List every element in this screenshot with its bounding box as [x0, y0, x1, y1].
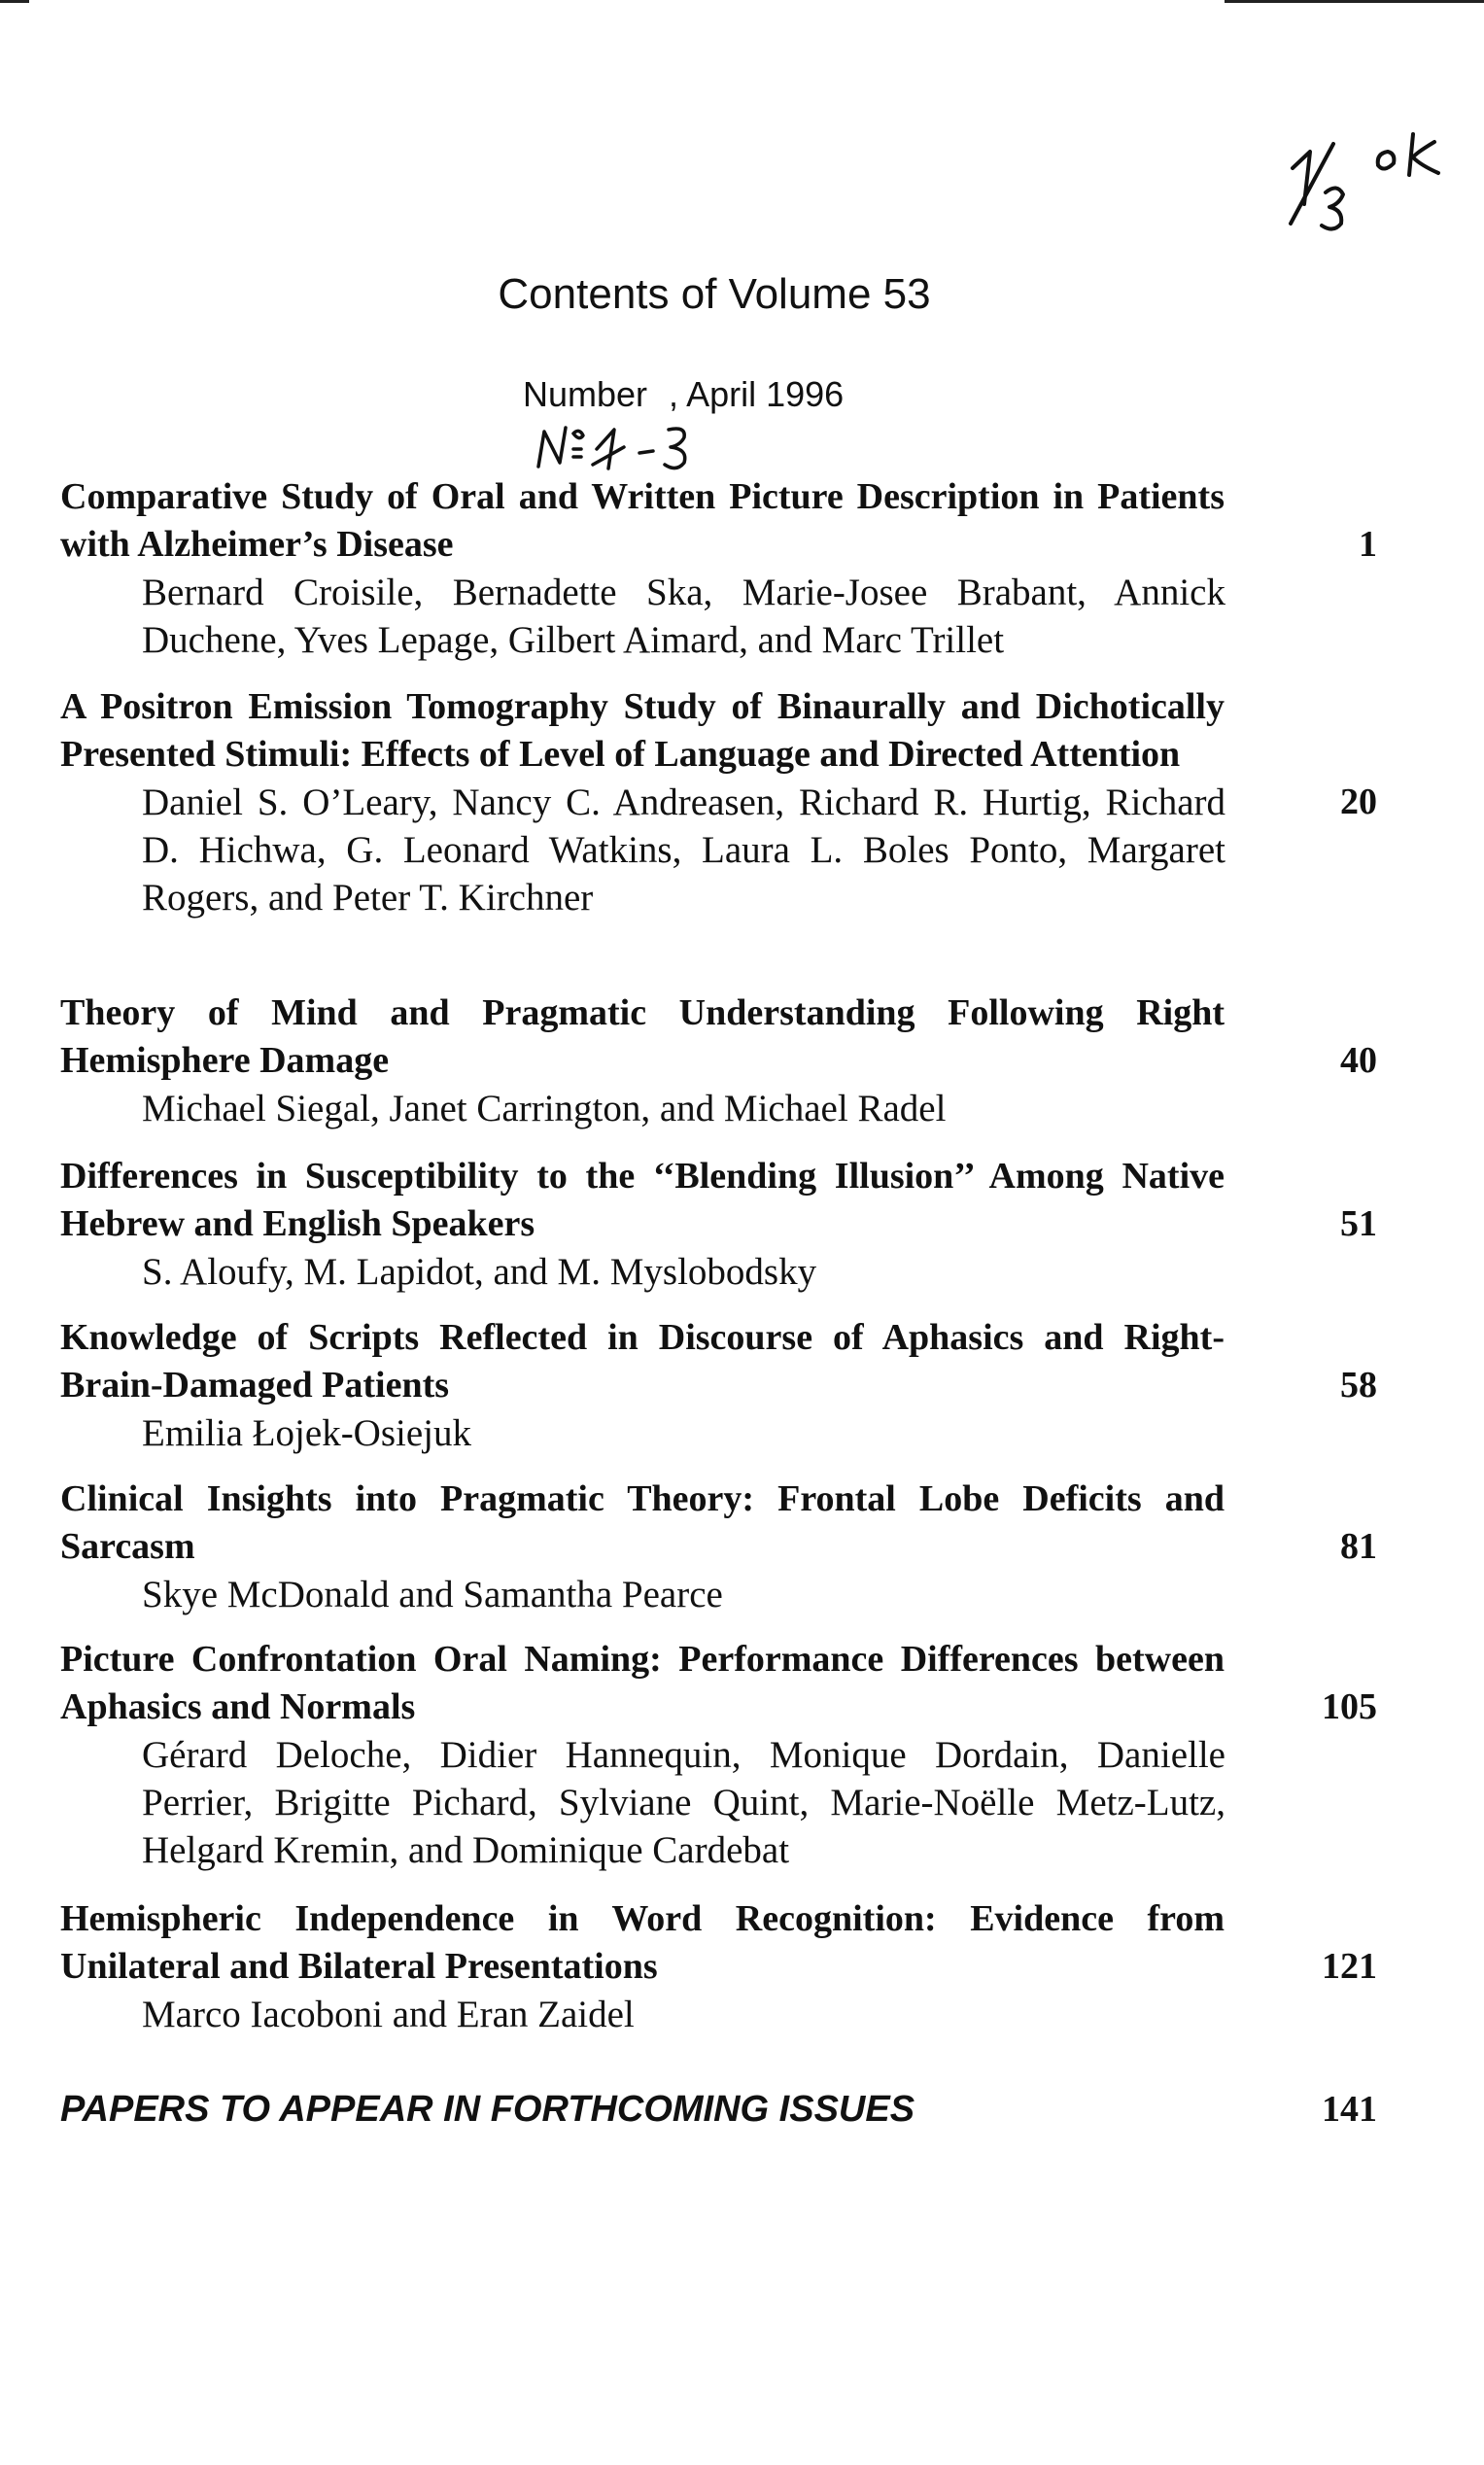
article-title: Comparative Study of Oral and Written Picture Description in Patients with Alzheimer’s Disease	[60, 476, 1225, 565]
article-authors: S. Aloufy, M. Lapidot, and M. Myslobodsky	[142, 1251, 817, 1293]
toc-entry	[60, 473, 1377, 664]
page-number: 51	[1340, 1203, 1377, 1244]
page-number: 81	[1340, 1526, 1377, 1567]
handwritten-annotation-issue-number	[525, 420, 719, 478]
scan-edge-mark-left	[0, 0, 29, 3]
toc-entry	[60, 1636, 1377, 1874]
scan-edge-mark-right	[1225, 0, 1484, 3]
article-title: Knowledge of Scripts Reflected in Discourse of Aphasics and Right-Brain-Damaged Patients	[60, 1317, 1225, 1406]
toc-entry	[60, 1314, 1377, 1457]
page-number: 20	[1340, 781, 1377, 822]
article-title: Hemispheric Independence in Word Recognition: Evidence from Unilateral and Bilateral Presentations	[60, 1898, 1225, 1987]
page-number: 105	[1322, 1686, 1377, 1727]
article-title: Picture Confrontation Oral Naming: Performance Differences between Aphasics and Normals	[60, 1639, 1225, 1727]
article-authors: Emilia Łojek-Osiejuk	[142, 1412, 472, 1454]
issue-number-label: Number	[523, 374, 648, 414]
handwritten-annotation-top-right	[1273, 115, 1448, 241]
issue-date: , April 1996	[669, 374, 845, 414]
toc-entry	[60, 1153, 1377, 1296]
article-authors: Skye McDonald and Samantha Pearce	[142, 1574, 723, 1615]
page-number: 1	[1359, 524, 1377, 565]
page-number: 40	[1340, 1040, 1377, 1081]
article-title: A Positron Emission Tomography Study of Binaurally and Dichotically Presented Stimuli: Effects of Level of Language and Directed Attention	[60, 686, 1225, 775]
article-authors: Daniel S. O’Leary, Nancy C. Andreasen, Richard R. Hurtig, Richard D. Hichwa, G. Leonard Watkins, Laura L. Boles Ponto, Margaret Rogers, and Peter T. Kirchner	[142, 781, 1225, 919]
article-title: Clinical Insights into Pragmatic Theory: Frontal Lobe Deficits and Sarcasm	[60, 1478, 1225, 1567]
forthcoming-papers-heading: PAPERS TO APPEAR IN FORTHCOMING ISSUES	[60, 2089, 915, 2130]
page-number: 58	[1340, 1365, 1377, 1406]
article-authors: Bernard Croisile, Bernadette Ska, Marie-Josee Brabant, Annick Duchene, Yves Lepage, Gilbert Aimard, and Marc Trillet	[142, 572, 1225, 661]
toc-entry	[60, 683, 1377, 921]
article-authors: Gérard Deloche, Didier Hannequin, Monique Dordain, Danielle Perrier, Brigitte Pichard, Sylviane Quint, Marie-Noëlle Metz-Lutz, Helgard Kremin, and Dominique Cardebat	[142, 1734, 1225, 1871]
toc-entry	[60, 1895, 1377, 2038]
page-title: Contents of Volume 53	[498, 270, 931, 318]
page-number: 121	[1322, 1946, 1377, 1987]
article-title: Theory of Mind and Pragmatic Understanding Following Right Hemisphere Damage	[60, 992, 1225, 1081]
article-authors: Marco Iacoboni and Eran Zaidel	[142, 1994, 635, 2035]
issue-line	[523, 374, 844, 415]
forthcoming-page-number: 141	[1322, 2089, 1377, 2130]
article-title: Differences in Susceptibility to the ‘‘Blending Illusion’’ Among Native Hebrew and English Speakers	[60, 1156, 1225, 1244]
article-authors: Michael Siegal, Janet Carrington, and Michael Radel	[142, 1088, 947, 1129]
toc-entry	[60, 1476, 1377, 1618]
toc-entry	[60, 989, 1377, 1132]
